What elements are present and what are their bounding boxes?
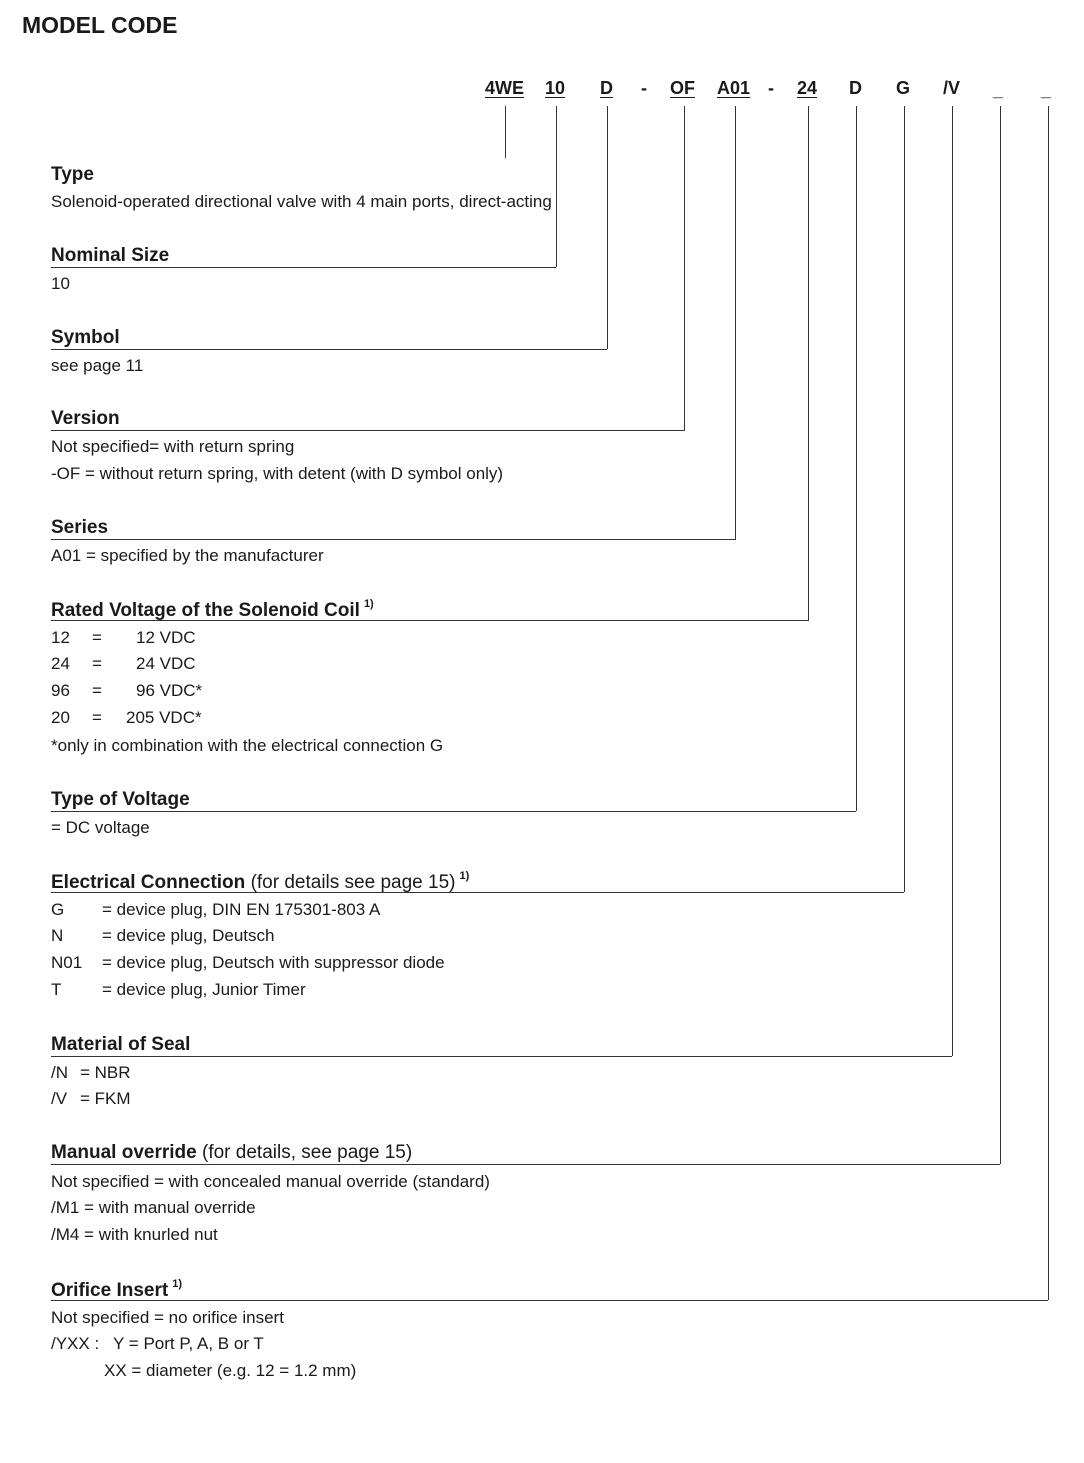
voltage-eq: = [92,628,102,647]
connector-line [505,106,506,158]
connector-line [684,106,685,431]
symbol-value: see page 11 [51,356,144,375]
voltage-value: 12 VDC [136,628,196,647]
connection-code: G [51,900,65,919]
section-heading-electrical-connection [51,870,469,894]
section-heading-manual-override [51,1142,412,1164]
voltage-code: 20 [51,708,70,727]
connection-code: N [51,926,64,945]
section-heading-rated-voltage [51,598,374,622]
heading-rule [51,1164,1000,1165]
connection-code: N01 [51,953,83,972]
seal-code: /V [51,1089,68,1108]
code-separator: - [768,78,774,98]
connection-value: = device plug, Deutsch with suppressor diode [102,953,445,972]
heading-rule [51,1056,952,1057]
code-material-of-seal: /V [943,78,961,98]
connector-line [607,106,608,349]
connector-line [1048,106,1049,1300]
heading-detail: (for details, see page 15) [202,1142,413,1163]
footnote-marker: 1) [459,870,470,882]
version-line: Not specified= with return spring [51,437,295,456]
connection-value: = device plug, DIN EN 175301-803 A [102,900,381,919]
section-heading-series: Series [51,517,109,538]
connector-line [856,106,857,811]
page-title: MODEL CODE [22,12,178,38]
heading-rule [51,349,607,350]
heading-text: Manual override [51,1142,197,1163]
voltage-value: 24 VDC [136,654,196,673]
voltage-value: 96 VDC* [136,681,203,700]
voltage-code: 12 [51,628,70,647]
voltage-code: 96 [51,681,70,700]
connector-line [556,106,557,267]
orifice-line: Not specified = no orifice insert [51,1308,284,1327]
heading-rule [51,892,904,893]
seal-value: = NBR [80,1063,131,1082]
connection-value: = device plug, Deutsch [102,926,275,945]
manual-override-line: /M4 = with knurled nut [51,1225,218,1244]
heading-rule [51,430,684,431]
voltage-eq: = [92,654,102,673]
connector-line [1000,106,1001,1164]
voltage-eq: = [92,681,102,700]
series-value: A01 = specified by the manufacturer [51,546,324,565]
code-version: OF [670,78,695,98]
code-type: 4WE [485,78,525,98]
code-orifice-insert: _ [1041,80,1052,100]
section-heading-nominal-size: Nominal Size [51,245,170,266]
voltage-eq: = [92,708,102,727]
code-electrical-connection: G [896,78,911,98]
code-separator: - [641,78,647,98]
voltage-note: *only in combination with the electrical connection G [51,736,444,755]
heading-text: Electrical Connection [51,872,246,893]
manual-override-line: /M1 = with manual override [51,1198,256,1217]
heading-detail: (for details see page 15) [250,872,456,893]
type-description: Solenoid-operated directional valve with 4 main ports, direct-acting [51,192,552,211]
code-series: A01 [717,78,751,98]
voltage-code: 24 [51,654,70,673]
section-heading-version: Version [51,408,120,429]
code-manual-override: _ [993,80,1004,100]
heading-rule [51,267,556,268]
seal-code: /N [51,1063,68,1082]
type-of-voltage-value: = DC voltage [51,818,150,837]
connection-value: = device plug, Junior Timer [102,980,306,999]
seal-value: = FKM [80,1089,131,1108]
section-heading-material-of-seal: Material of Seal [51,1034,191,1055]
connector-line [952,106,953,1056]
code-rated-voltage: 24 [797,78,818,98]
connector-line [808,106,809,621]
footnote-marker: 1) [363,598,374,610]
code-type-of-voltage: D [849,78,862,98]
heading-text: Orifice Insert [51,1280,169,1301]
heading-rule [51,539,735,540]
heading-rule [51,620,808,621]
connector-line [735,106,736,540]
heading-rule [51,811,856,812]
section-heading-type-of-voltage: Type of Voltage [51,789,190,810]
orifice-line: /YXX : Y = Port P, A, B or T [51,1334,264,1353]
section-heading-type: Type [51,164,94,185]
version-line: -OF = without return spring, with detent (with D symbol only) [51,464,504,483]
voltage-value: 205 VDC* [126,708,202,727]
nominal-size-value: 10 [51,274,70,293]
code-symbol: D [600,78,613,98]
connector-line [904,106,905,892]
code-nominal-size: 10 [545,78,566,98]
manual-override-line: Not specified = with concealed manual override (standard) [51,1172,490,1191]
connection-code: T [51,980,62,999]
orifice-line: XX = diameter (e.g. 12 = 1.2 mm) [104,1361,357,1380]
section-heading-symbol: Symbol [51,327,120,348]
footnote-marker: 1) [172,1278,182,1290]
heading-rule [51,1300,1048,1301]
heading-text: Rated Voltage of the Solenoid Coil [51,600,360,621]
section-heading-orifice-insert [51,1278,182,1302]
